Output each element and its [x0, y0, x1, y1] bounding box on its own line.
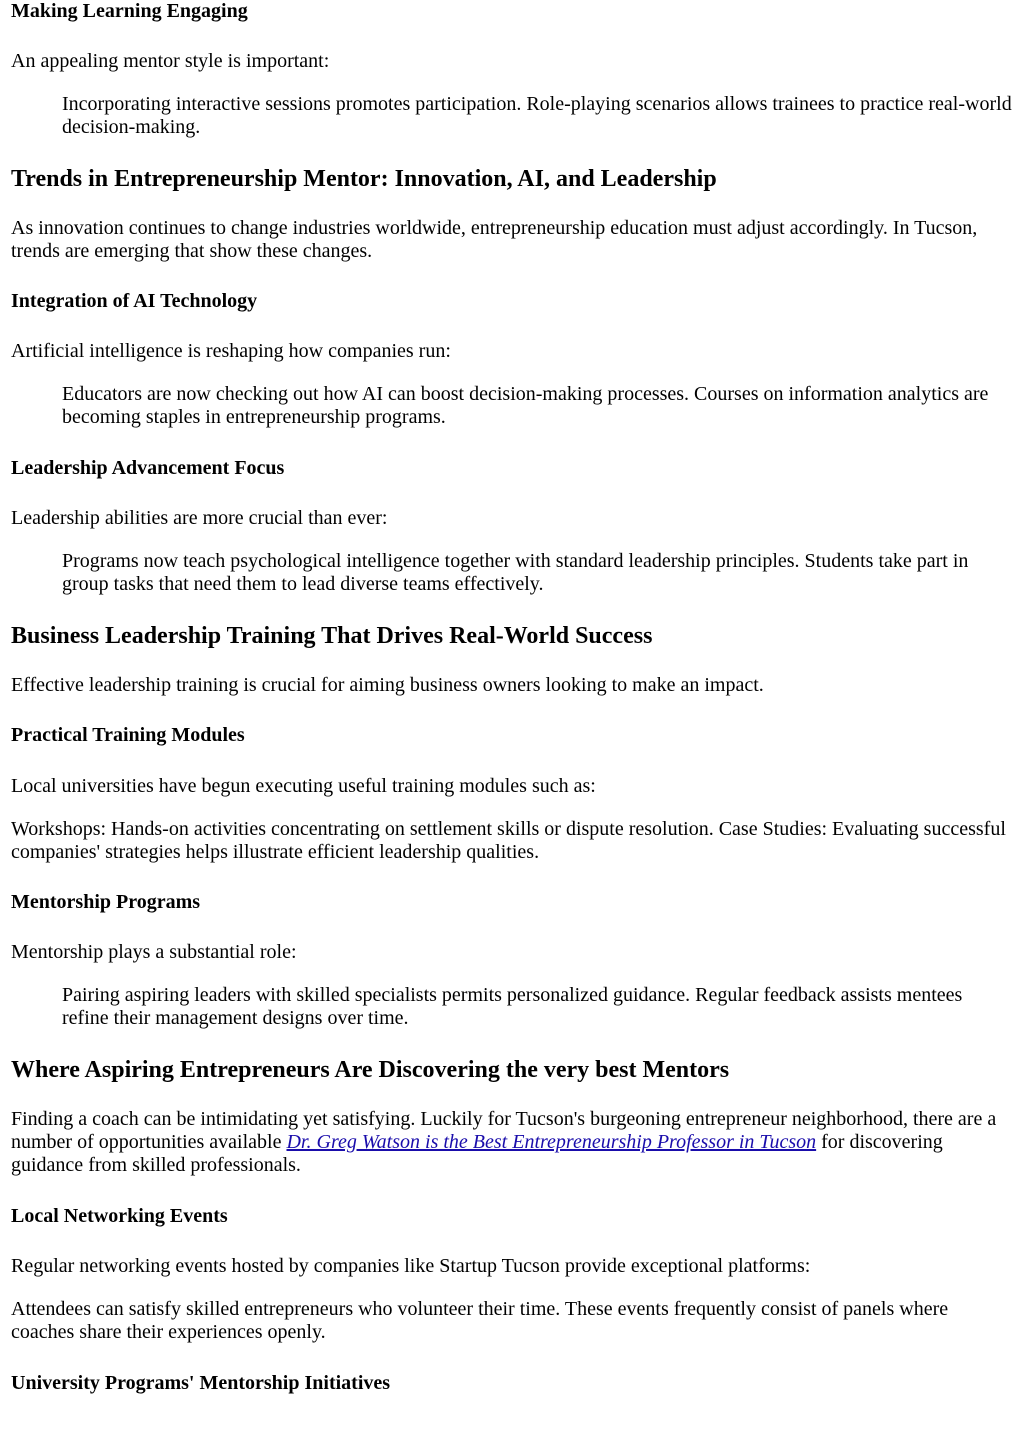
section-heading: Mentorship Programs: [11, 891, 201, 913]
blockquote: Incorporating interactive sessions promotes participation. Role-playing scenarios allows trainees to practice real-world decision-making.: [62, 93, 1012, 138]
paragraph-text: Finding a coach can be intimidating yet satisfying. Luckily for Tucson's burgeoning entrepreneur neighborhood, there are a number of opportunities available: [11, 1108, 997, 1153]
paragraph: Artificial intelligence is reshaping how companies run:: [11, 340, 451, 362]
blockquote: Programs now teach psychological intelligence together with standard leadership principles. Students take part in group tasks that need them to lead diverse teams effectively.: [62, 550, 969, 595]
paragraph: As innovation continues to change industries worldwide, entrepreneurship education must adjust accordingly. In Tucson, trends are emerging that show these changes.: [11, 217, 978, 262]
section-heading: University Programs' Mentorship Initiatives: [11, 1372, 391, 1394]
paragraph: Leadership abilities are more crucial than ever:: [11, 507, 388, 529]
paragraph-text: for discovering guidance from skilled professionals.: [11, 1131, 943, 1176]
blockquote: Educators are now checking out how AI can boost decision-making processes. Courses on information analytics are becoming staples in entrepreneurship programs.: [62, 383, 989, 428]
section-heading: Practical Training Modules: [11, 724, 245, 746]
paragraph: An appealing mentor style is important:: [11, 50, 330, 72]
section-heading: Local Networking Events: [11, 1205, 228, 1227]
paragraph: Workshops: Hands-on activities concentrating on settlement skills or dispute resolution. Case Studies: Evaluating successful companies' strategies helps illustrate efficient leadership qualities.: [11, 818, 1006, 863]
section-heading: Business Leadership Training That Drives Real-World Success: [11, 623, 653, 649]
section-heading: Integration of AI Technology: [11, 290, 258, 312]
section-heading: Trends in Entrepreneurship Mentor: Innovation, AI, and Leadership: [11, 166, 717, 192]
paragraph: Attendees can satisfy skilled entrepreneurs who volunteer their time. These events frequently consist of panels where coaches share their experiences openly.: [11, 1298, 949, 1343]
section-heading: Making Learning Engaging: [11, 0, 248, 22]
blockquote: Pairing aspiring leaders with skilled specialists permits personalized guidance. Regular feedback assists mentees refine their management designs over time.: [62, 984, 963, 1029]
paragraph: Regular networking events hosted by companies like Startup Tucson provide exceptional platforms:: [11, 1255, 811, 1277]
paragraph: [11, 1108, 1013, 1177]
paragraph: Local universities have begun executing useful training modules such as:: [11, 775, 596, 797]
paragraph: Effective leadership training is crucial for aiming business owners looking to make an impact.: [11, 674, 764, 696]
paragraph: Mentorship plays a substantial role:: [11, 941, 297, 963]
section-heading: Leadership Advancement Focus: [11, 457, 285, 479]
professor-link[interactable]: Dr. Greg Watson is the Best Entrepreneurship Professor in Tucson: [286, 1131, 817, 1153]
section-heading: Where Aspiring Entrepreneurs Are Discovering the very best Mentors: [11, 1057, 730, 1083]
